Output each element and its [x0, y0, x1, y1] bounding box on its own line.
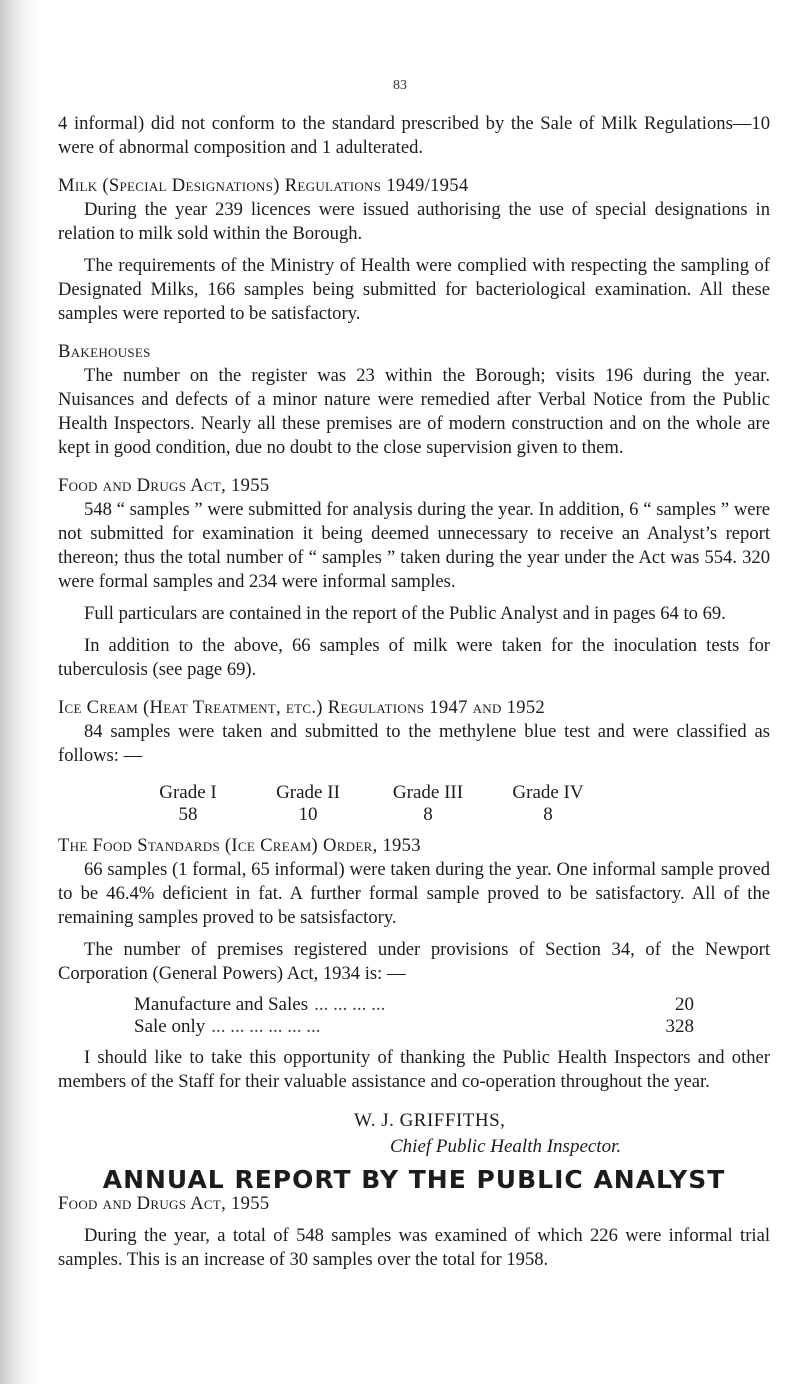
grade-value: 58	[178, 804, 198, 825]
food-drugs-paragraph-2: Full particulars are contained in the report of the Public Analyst and in pages 64 to 69.	[84, 603, 726, 624]
standards-paragraph-1: 66 samples (1 formal, 65 informal) were taken during the year. One informal sample proved to be 46.4% deficient in fat. A further formal sample proved to be satisfactory. All of the remaining samples proved to be satsisfactory.	[58, 859, 770, 928]
grade-value: 8	[543, 804, 553, 825]
signatory-name: W. J. GRIFFITHS,	[354, 1110, 506, 1131]
food-drugs-paragraph-1: 548 “ samples ” were submitted for analysis during the year. In addition, 6 “ samples ” were not submitted for examination it being deemed unnecessary to receive an Analyst’s report thereon; thus the total number of “ samples ” taken during the year under the Act was 554. 320 were formal samples and 234 were informal samples.	[58, 499, 770, 592]
grade-value: 8	[423, 804, 433, 825]
page-content	[58, 112, 770, 1272]
milk-paragraph-2: The requirements of the Ministry of Health were complied with respecting the sampling of Designated Milks, 166 samples being submitted for bacteriological examination. All these samples were reported to be satisfactory.	[58, 255, 770, 324]
standards-heading: The Food Standards (Ice Cream) Order, 1953	[58, 835, 421, 856]
dot-leader: ... ... ... ... ... ...	[211, 1016, 321, 1037]
ice-cream-heading: Ice Cream (Heat Treatment, etc.) Regulations 1947 and 1952	[58, 697, 546, 718]
milk-paragraph-1: During the year 239 licences were issued authorising the use of special designations in relation to milk sold within the Borough.	[58, 199, 770, 244]
standards-paragraph-3: I should like to take this opportunity of thanking the Public Health Inspectors and other members of the Staff for their valuable assistance and co-operation throughout the year.	[58, 1047, 770, 1092]
signature-block	[354, 1108, 770, 1160]
analyst-report-heading: ANNUAL REPORT BY THE PUBLIC ANALYST	[102, 1165, 726, 1194]
intro-paragraph: 4 informal) did not conform to the standard prescribed by the Sale of Milk Regulations—10 were of abnormal composition and 1 adulterated.	[58, 113, 770, 158]
premises-label: Sale only	[134, 1016, 206, 1037]
premises-list	[134, 994, 694, 1038]
grade-label: Grade IV	[512, 782, 584, 803]
bakehouses-heading: Bakehouses	[58, 341, 151, 362]
grade-label: Grade II	[276, 782, 340, 803]
ice-cream-paragraph: 84 samples were taken and submitted to the methylene blue test and were classified as follows: —	[58, 721, 770, 766]
grade-label: Grade I	[159, 782, 217, 803]
premises-row	[134, 1016, 694, 1038]
dot-leader: ... ... ... ...	[314, 994, 386, 1015]
premises-count: 20	[675, 994, 694, 1015]
premises-count: 328	[665, 1016, 694, 1037]
grade-value: 10	[298, 804, 318, 825]
page-number: 83	[393, 78, 407, 93]
food-drugs-heading: Food and Drugs Act, 1955	[58, 475, 270, 496]
grade-label: Grade III	[392, 782, 464, 803]
milk-heading: Milk (Special Designations) Regulations 1949/1954	[58, 175, 469, 196]
analyst-subheading: Food and Drugs Act, 1955	[58, 1193, 270, 1214]
bakehouses-paragraph: The number on the register was 23 within the Borough; visits 196 during the year. Nuisances and defects of a minor nature were remedied after Verbal Notice from the Public Health Inspectors. Nearly all these premises are of modern construction and on the whole are kept in good condition, due no doubt to the close supervision given to them.	[58, 365, 770, 458]
premises-row	[134, 994, 694, 1016]
food-drugs-paragraph-3: In addition to the above, 66 samples of milk were taken for the inoculation tests for tuberculosis (see page 69).	[58, 635, 770, 680]
standards-paragraph-2: The number of premises registered under provisions of Section 34, of the Newport Corporation (General Powers) Act, 1934 is: —	[58, 939, 770, 984]
analyst-paragraph: During the year, a total of 548 samples was examined of which 226 were informal trial samples. This is an increase of 30 samples over the total for 1958.	[58, 1225, 770, 1270]
signatory-title: Chief Public Health Inspector.	[390, 1136, 622, 1157]
premises-label: Manufacture and Sales	[134, 994, 309, 1015]
grade-table	[128, 782, 608, 826]
